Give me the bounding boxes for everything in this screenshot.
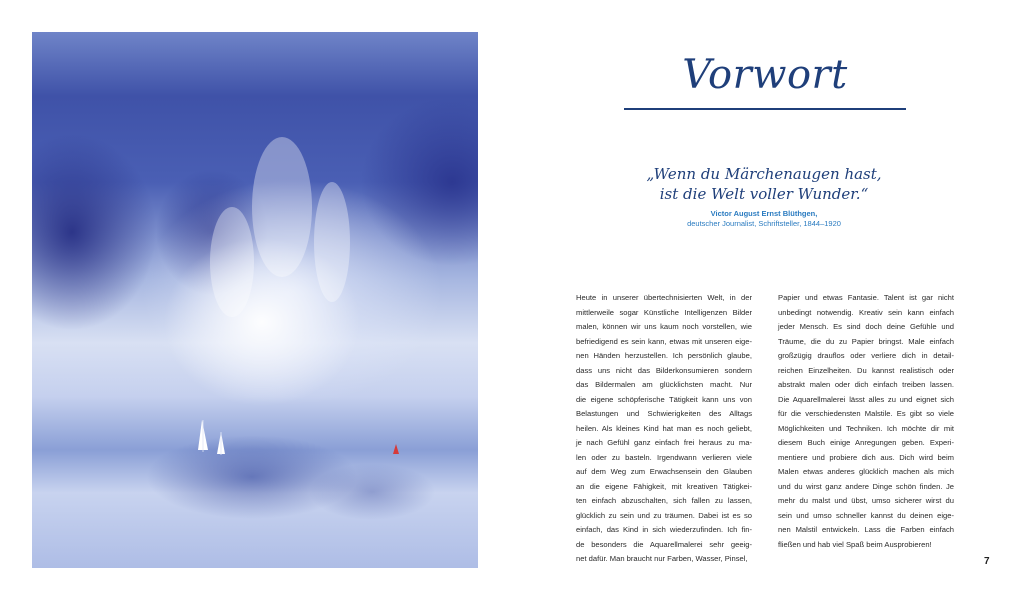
body-text-left-column: [576, 291, 752, 567]
text-line: reichen Einzelheiten. Du kannst realistisch oder: [778, 365, 954, 375]
buoy-icon: [393, 444, 399, 454]
text-line: je nach Gefühl ganz einfach frei heraus zu ma-: [576, 438, 752, 447]
page-title: Vorwort: [682, 52, 848, 98]
quote-line-1: „Wenn du Märchenaugen hast,: [646, 165, 882, 183]
text-line: Papier und etwas Fantasie. Talent ist gar nicht: [778, 293, 954, 302]
text-line: an die eigene Fähigkeit, mit kreativen Tätigkei-: [576, 481, 752, 491]
sailboat-icon: [198, 420, 208, 452]
text-line: Malen etwas anderes glücklich machen als mich: [778, 467, 954, 476]
quote-author-description: deutscher Journalist, Schriftsteller, 1844–1920: [687, 219, 841, 228]
watercolor-painting: [32, 32, 478, 568]
painting-details: [32, 32, 478, 568]
text-line: das Bildermalen am glücklichsten macht. Nur: [576, 380, 752, 389]
text-line: mehr du malst und übst, umso sicherer wirst du: [778, 496, 954, 505]
text-line: len oder zu basteln. Irgendwann verlieren viele: [576, 452, 752, 462]
text-line: nen Händen herzustellen. Ich persönlich glaube,: [576, 351, 752, 360]
text-line: jeder Mensch. Es sind doch deine Gefühle und: [778, 322, 954, 331]
text-line: glücklich zu sein und zu träumen. Dabei ist es so: [576, 510, 752, 520]
text-line: befriedigend es sein kann, etwas mit unseren eige-: [576, 336, 752, 346]
text-line: de besonders die Aquarellmalerei sehr geeig-: [576, 539, 752, 549]
text-line: abstrakt malen oder dich einfach treiben lassen.: [778, 380, 954, 389]
text-line: großzügig drauflos oder verliere dich in detail-: [778, 351, 954, 360]
text-line: die eigene schöpferische Tätigkeit kann uns von: [576, 394, 752, 404]
text-line: mittlerweile sogar Künstliche Intelligenzen Bilder: [576, 307, 752, 317]
text-line: Die Aquarellmalerei lässt alles zu und eignet sich: [778, 394, 954, 404]
text-line: diesem Buch einige Anregungen geben. Experi-: [778, 438, 954, 447]
quote-line-2: ist die Welt voller Wunder.“: [659, 185, 869, 203]
text-line: malen, können wir uns kaum noch vorstellen, wie: [576, 322, 752, 331]
text-line: Möglichkeiten und Techniken. Ich möchte dir mit: [778, 423, 954, 433]
text-line: sein und umso schneller kannst du deinen eige-: [778, 510, 954, 520]
sailboat-icon: [217, 432, 225, 455]
body-text-right-column: [778, 291, 954, 552]
text-line: nen Malstil entwickeln. Lass die Farben einfach: [778, 525, 954, 534]
text-line: Träume, die du zu Papier bringst. Male einfach: [778, 336, 954, 346]
text-line: für die verschiedensten Malstile. Es gibt so viele: [778, 409, 954, 418]
text-line: Belastungen und Schwierigkeiten des Alltags: [576, 409, 752, 418]
text-line: mentiere und probiere dich aus. Dich wird beim: [778, 452, 954, 462]
page-number: 7: [984, 556, 990, 567]
text-line: net dafür. Man braucht nur Farben, Wasser, Pinsel,: [576, 554, 748, 563]
quote: [640, 164, 888, 204]
text-line: einfach, das Kind in sich wiederzufinden. Ich fin-: [576, 525, 752, 534]
text-line: Heute in unserer übertechnisierten Welt, in der: [576, 293, 752, 302]
text-line: auf dem Weg zum Erwachsensein den Glauben: [576, 467, 752, 476]
text-line: und du wirst ganz andere Dinge schön finden. Je: [778, 481, 954, 491]
quote-author: Victor August Ernst Blüthgen,: [710, 209, 818, 218]
text-line: fließen und hab viel Spaß beim Ausprobieren!: [778, 539, 932, 549]
text-line: ten einfach abzuschalten, sich fallen zu lassen,: [576, 496, 752, 505]
text-line: heilen. Als kleines Kind hat man es noch geliebt,: [576, 423, 752, 433]
text-line: dass uns nicht das Bilderkonsumieren sondern: [576, 365, 752, 375]
text-line: unbedingt notwendig. Kreativ sein kann einfach: [778, 307, 954, 317]
title-divider: [624, 108, 906, 110]
